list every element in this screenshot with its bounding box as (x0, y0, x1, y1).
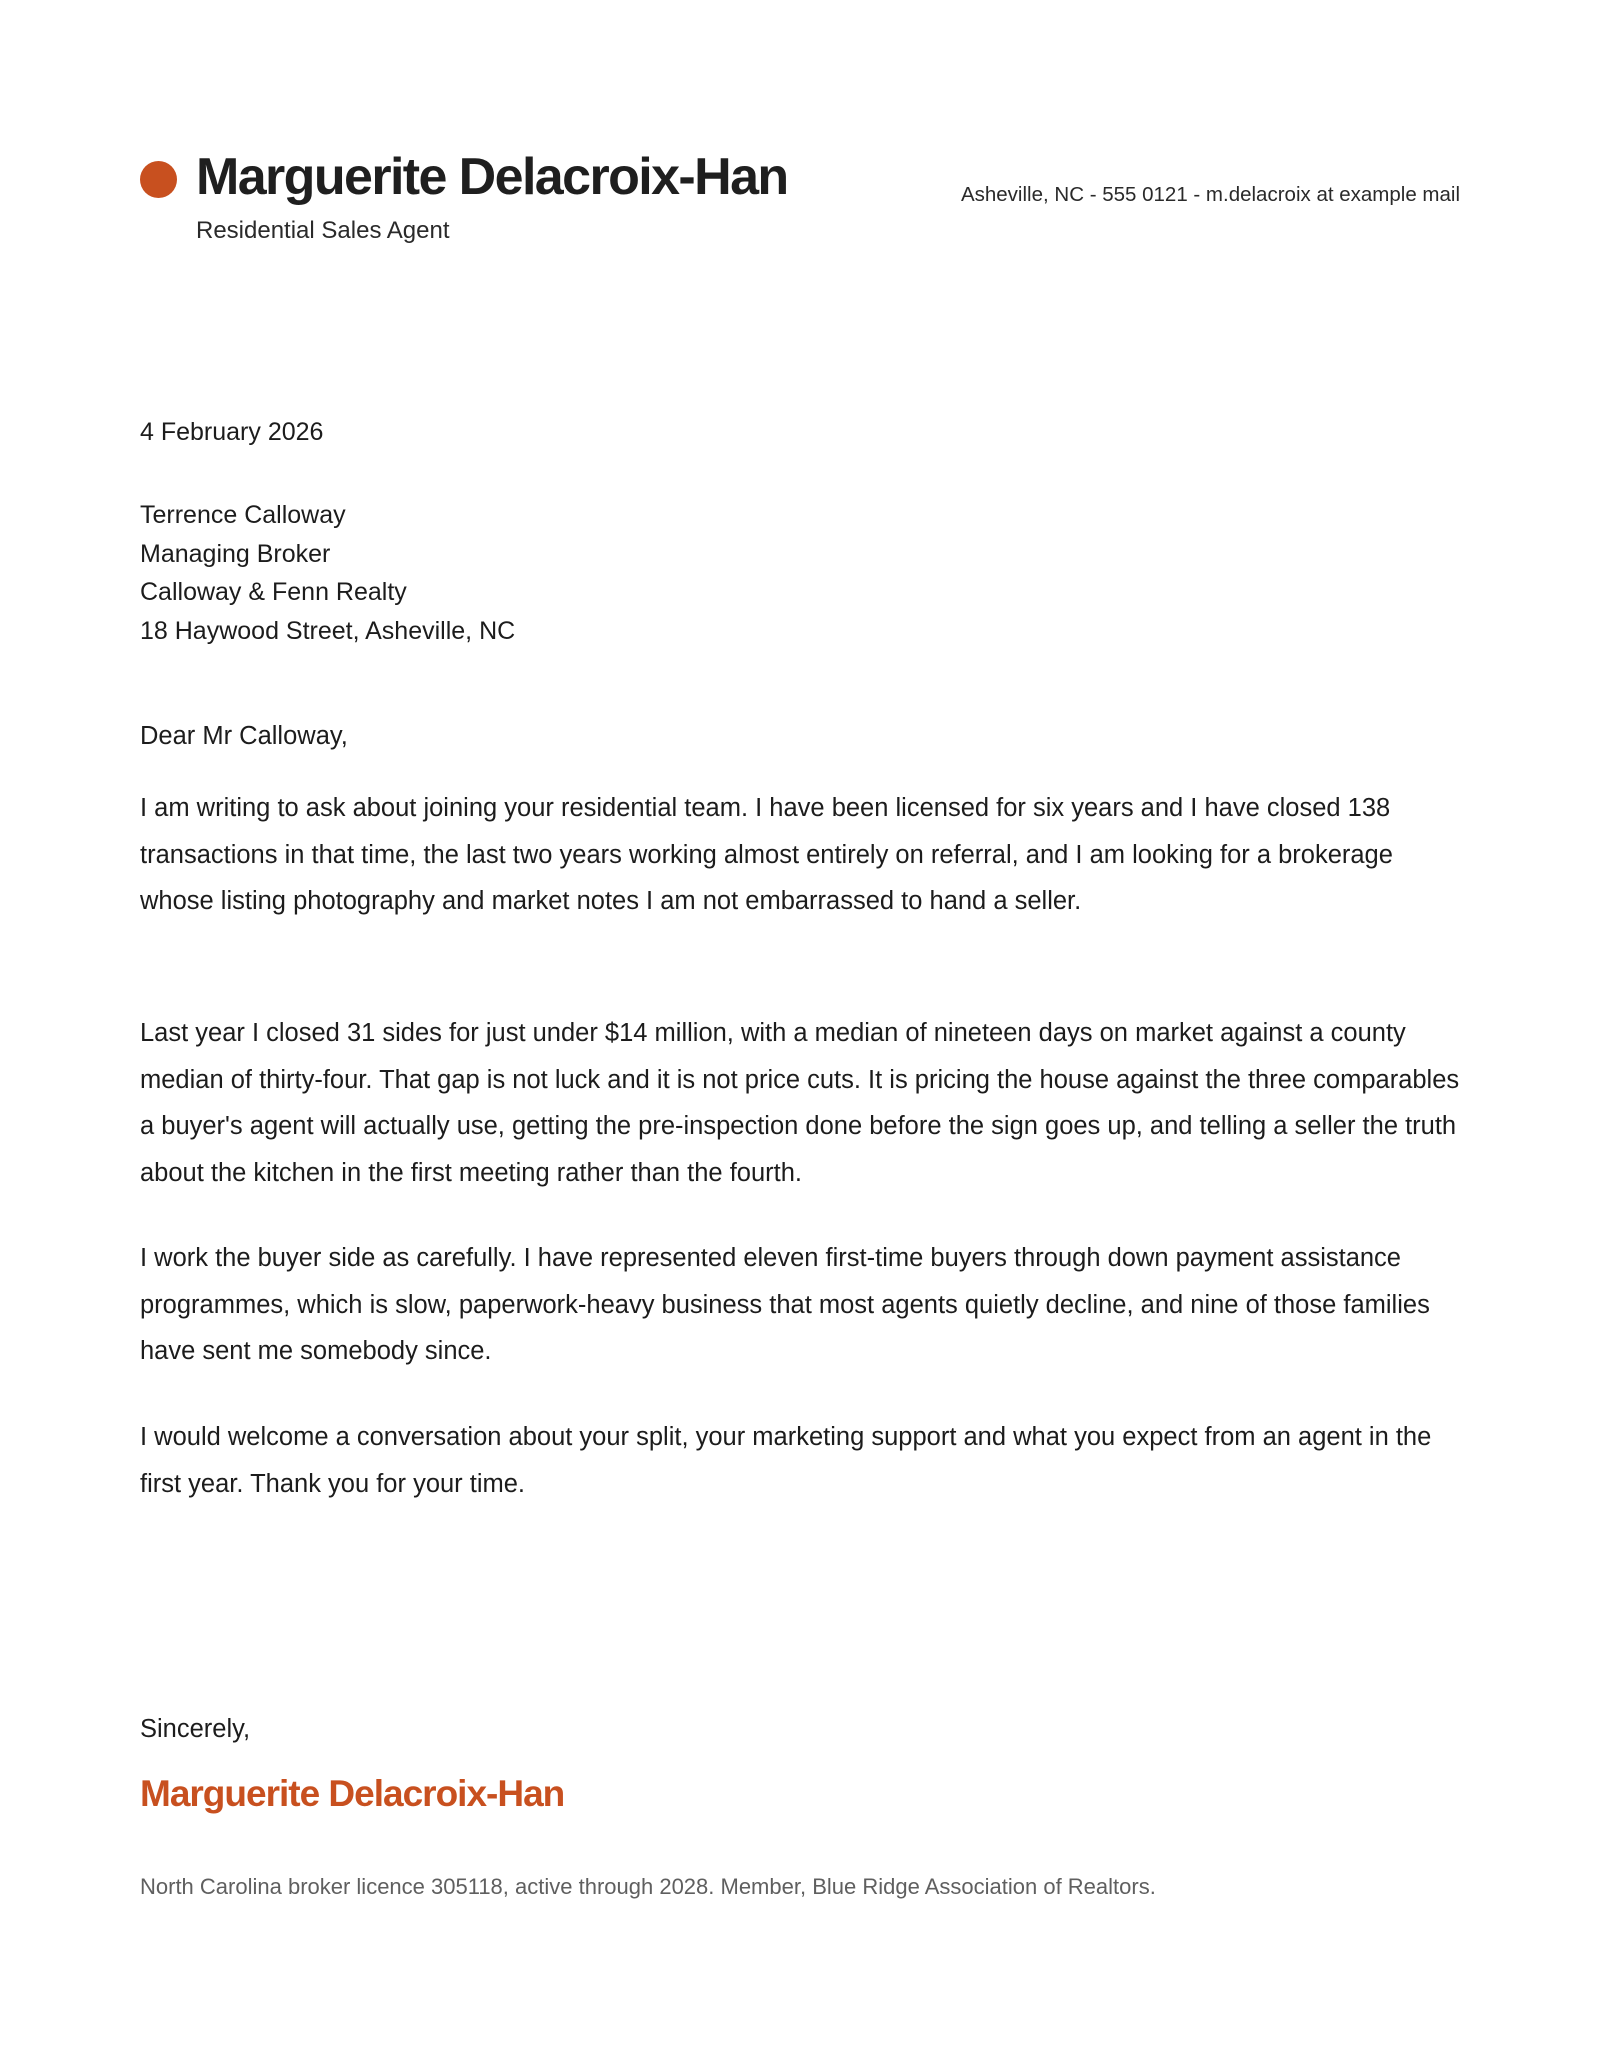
sender-role: Residential Sales Agent (196, 217, 450, 244)
body-paragraph-4: I would welcome a conversation about your split, your marketing support and what you expect from an agent in the first year. Thank you for your time. (140, 1423, 1432, 1498)
closing: Sincerely, (140, 1715, 251, 1743)
letter-date: 4 February 2026 (140, 418, 324, 446)
body-paragraph-3: I work the buyer side as carefully. I have represented eleven first-time buyers through down payment assistance programmes, which is slow, paperwork-heavy business that most agents quietly decline, and nine of those families have sent me somebody since. (140, 1244, 1430, 1365)
letterhead (140, 148, 1460, 255)
recipient-address: 18 Haywood Street, Asheville, NC (140, 616, 516, 645)
recipient-name: Terrence Calloway (140, 501, 346, 529)
recipient-company: Calloway & Fenn Realty (140, 578, 407, 606)
recipient-address-block (140, 496, 515, 650)
signature: Marguerite Delacroix-Han (140, 1773, 565, 1814)
salutation: Dear Mr Calloway, (140, 722, 348, 750)
recipient-title: Managing Broker (140, 539, 331, 568)
sender-name: Marguerite Delacroix-Han (196, 148, 788, 206)
body-paragraph-1: I am writing to ask about joining your residential team. I have been licensed for six years and I have closed 138 transactions in that time, the last two years working almost entirely on referral, and I am looking for a brokerage whose listing photography and market notes I am not embarrassed to hand a seller. (140, 794, 1393, 915)
contact-line: Asheville, NC - 555 0121 - m.delacroix at example mail (960, 183, 1460, 206)
licence-footnote: North Carolina broker licence 305118, active through 2028. Member, Blue Ridge Association of Realtors. (140, 1874, 1156, 1899)
brand-dot-logo (140, 161, 177, 198)
body-paragraph-2: Last year I closed 31 sides for just under $14 million, with a median of nineteen days on market against a county median of thirty-four. That gap is not luck and it is not price cuts. It is pricing the house against the three comparables a buyer's agent will actually use, getting the pre-inspection done before the sign goes up, and telling a seller the truth about the kitchen in the first meeting rather than the fourth. (140, 1019, 1460, 1187)
